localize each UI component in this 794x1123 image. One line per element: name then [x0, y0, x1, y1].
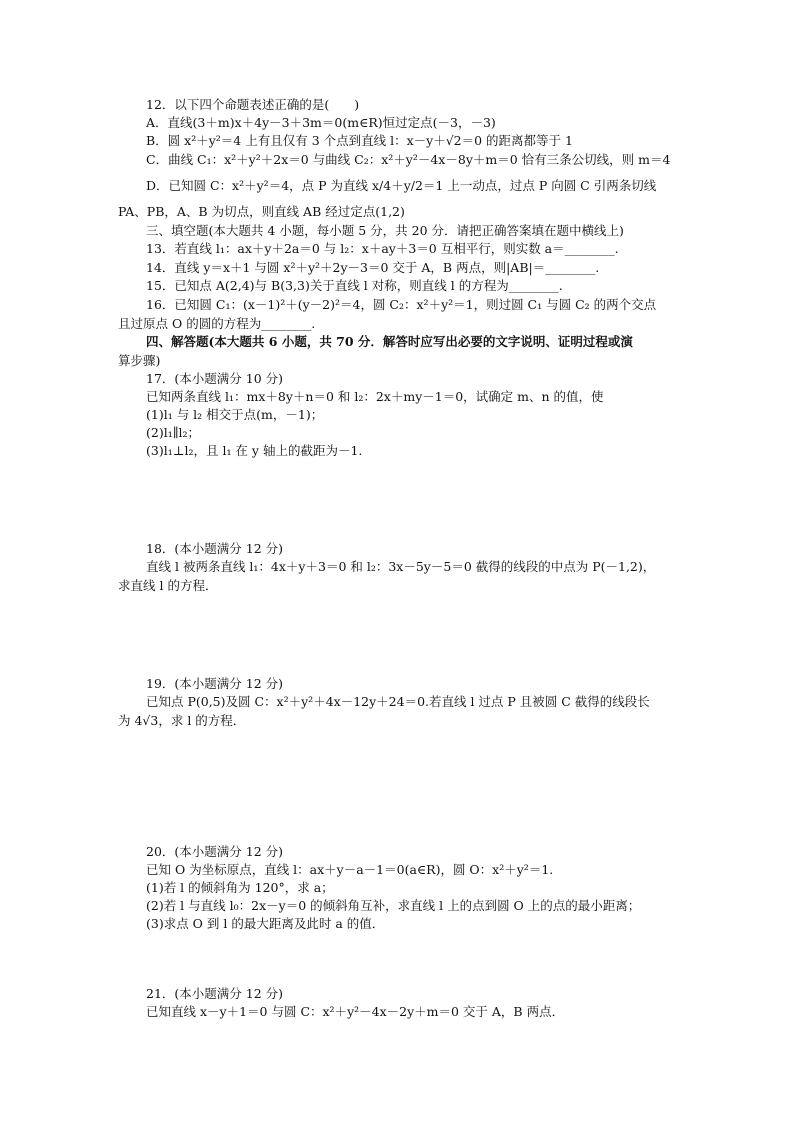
question-12-option-c: C．曲线 C₁：x²＋y²＋2x＝0 与曲线 C₂：x²＋y²－4x－8y＋m＝0 恰有三条公切线，则 m＝4 [146, 152, 671, 167]
question-19-stem-line2: 为 4√3，求 l 的方程． [118, 713, 246, 728]
question-20-stem: 已知 O 为坐标原点，直线 l：ax＋y－a－1＝0(a∈R)，圆 O：x²＋y²＝1. [146, 862, 554, 877]
question-20-part-2: (2)若 l 与直线 l₀：2x－y＝0 的倾斜角互补，求直线 l 上的点到圆 O 上的点的最小距离； [146, 898, 641, 913]
question-21-stem: 已知直线 x－y＋1＝0 与圆 C：x²＋y²－4x－2y＋m＝0 交于 A，B 两点． [146, 1004, 565, 1019]
question-12-option-d-line2: PA、PB，A、B 为切点，则直线 AB 经过定点(1,2) [118, 204, 405, 219]
section-4-heading-line2: 算步骤) [118, 353, 161, 368]
question-18-header: 18．(本小题满分 12 分) [146, 541, 284, 556]
question-12-stem: 12．以下四个命题表述正确的是( ) [146, 97, 360, 112]
question-21-header: 21．(本小题满分 12 分) [146, 986, 284, 1001]
question-19-header: 19．(本小题满分 12 分) [146, 676, 284, 691]
question-13: 13．若直线 l₁：ax＋y＋2a＝0 与 l₂：x＋ay＋3＝0 互相平行，则实数 a＝________. [146, 241, 619, 256]
section-3-heading: 三、填空题(本大题共 4 小题，每小题 5 分，共 20 分．请把正确答案填在题中横线上) [146, 223, 624, 238]
question-17-part-3: (3)l₁⊥l₂，且 l₁ 在 y 轴上的截距为－1. [146, 443, 363, 458]
question-18-stem-line1: 直线 l 被两条直线 l₁：4x＋y＋3＝0 和 l₂：3x－5y－5＝0 截得的线段的中点为 P(－1,2)， [146, 559, 656, 574]
question-12-option-d-line1: D．已知圆 C：x²＋y²＝4，点 P 为直线 x/4＋y/2＝1 上一动点，过点 P 向圆 C 引两条切线 [146, 178, 657, 193]
question-20-part-3: (3)求点 O 到 l 的最大距离及此时 a 的值． [146, 916, 385, 931]
question-17-header: 17．(本小题满分 10 分) [146, 371, 284, 386]
section-4-heading-line1: 四、解答题(本大题共 6 小题，共 70 分．解答时应写出必要的文字说明、证明过程或演 [146, 334, 633, 349]
question-20-part-1: (1)若 l 的倾斜角为 120°，求 a； [146, 880, 334, 895]
question-17-part-1: (1)l₁ 与 l₂ 相交于点(m，－1)； [146, 407, 324, 422]
question-16-line2: 且过原点 O 的圆的方程为________. [118, 316, 316, 331]
question-16-line1: 16．已知圆 C₁：(x－1)²＋(y－2)²＝4，圆 C₂：x²＋y²＝1，则过圆 C₁ 与圆 C₂ 的两个交点 [146, 297, 657, 312]
question-17-part-2: (2)l₁∥l₂； [146, 425, 200, 440]
question-15: 15．已知点 A(2,4)与 B(3,3)关于直线 l 对称，则直线 l 的方程为________. [146, 278, 563, 293]
question-19-stem-line1: 已知点 P(0,5)及圆 C：x²＋y²＋4x－12y＋24＝0.若直线 l 过点 P 且被圆 C 截得的线段长 [146, 694, 650, 709]
question-17-stem: 已知两条直线 l₁：mx＋8y＋n＝0 和 l₂：2x＋my－1＝0，试确定 m、n 的值，使 [146, 389, 604, 404]
question-14: 14．直线 y＝x＋1 与圆 x²＋y²＋2y－3＝0 交于 A，B 两点，则|AB|＝________. [146, 260, 600, 275]
question-12-option-a: A．直线(3＋m)x＋4y－3＋3m＝0(m∈R)恒过定点(－3，－3) [146, 115, 496, 130]
question-20-header: 20．(本小题满分 12 分) [146, 844, 284, 859]
question-18-stem-line2: 求直线 l 的方程． [118, 578, 218, 593]
question-12-option-b: B．圆 x²＋y²＝4 上有且仅有 3 个点到直线 l：x－y＋√2＝0 的距离都等于 1 [146, 133, 573, 148]
